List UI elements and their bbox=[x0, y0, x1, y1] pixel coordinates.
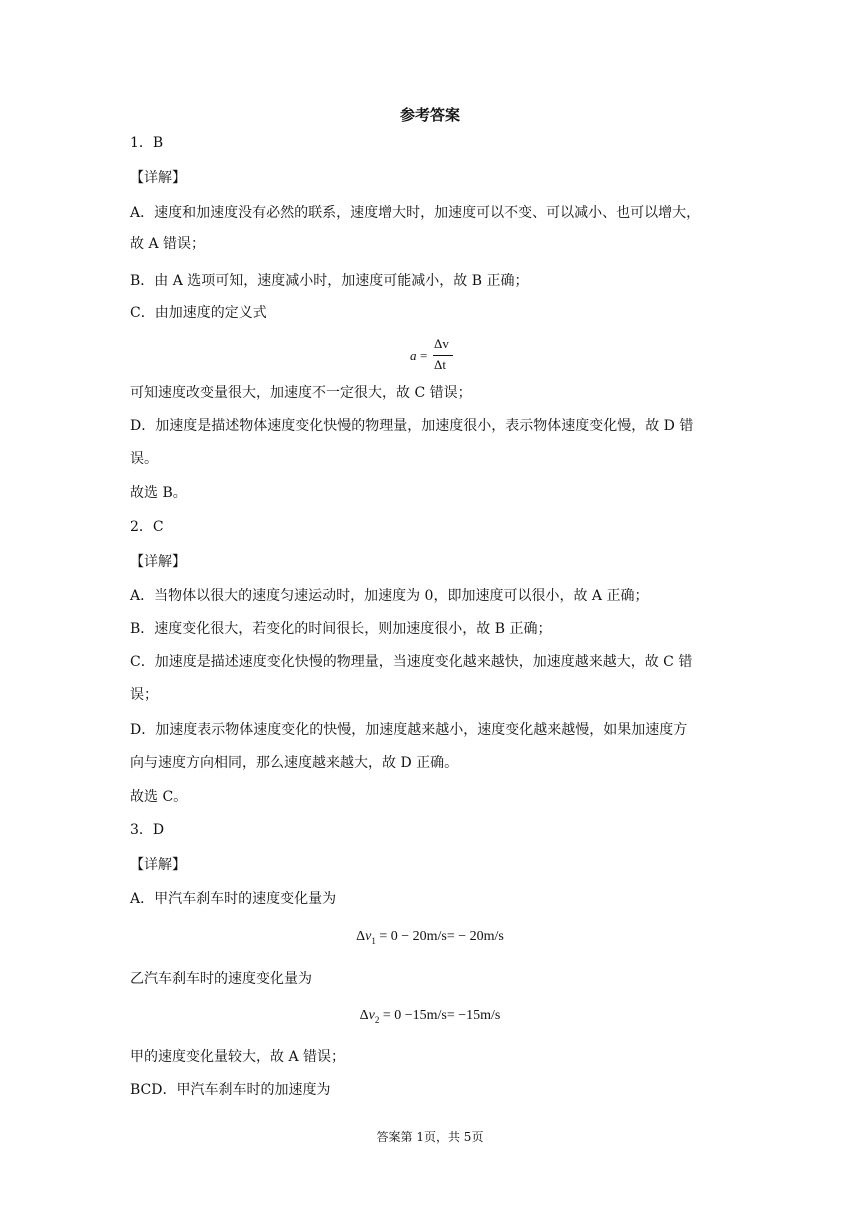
formula-delta: Δ bbox=[359, 1008, 369, 1023]
answer-2-option-a: A．当物体以很大的速度匀速运动时，加速度为 0，即加速度可以很小，故 A 正确； bbox=[130, 588, 649, 604]
answer-3-heading: 3．D bbox=[130, 822, 165, 838]
formula-delta: Δ bbox=[356, 929, 366, 944]
answer-1-option-a-cont: 故 A 错误； bbox=[130, 236, 206, 252]
formula-rest: = 0 − 20m/s= − 20m/s bbox=[375, 929, 504, 944]
answer-3-option-a-second: 乙汽车刹车时的速度变化量为 bbox=[130, 971, 312, 987]
answer-1-option-c: C．由加速度的定义式 bbox=[130, 305, 267, 321]
explanation-heading: 【详解】 bbox=[130, 554, 186, 570]
formula-numerator: Δv bbox=[434, 336, 449, 351]
answer-3-option-bcd: BCD．甲汽车刹车时的加速度为 bbox=[130, 1082, 331, 1098]
answer-1-option-d-cont: 误。 bbox=[130, 451, 158, 467]
answer-2-option-d: D．加速度表示物体速度变化的快慢，加速度越来越小，速度变化越来越慢，如果加速度方 bbox=[130, 722, 688, 738]
answer-2-option-b: B．速度变化很大，若变化的时间很长，则加速度很小，故 B 正确； bbox=[130, 621, 552, 637]
formula-sub: 2 bbox=[374, 1014, 380, 1025]
answer-1-option-d: D．加速度是描述物体速度变化快慢的物理量，加速度很小，表示物体速度变化慢，故 D 错 bbox=[130, 418, 694, 434]
answer-1-choice: 故选 B。 bbox=[130, 485, 187, 501]
answer-1-option-a: A．速度和加速度没有必然的联系，速度增大时，加速度可以不变、可以减小、也可以增大， bbox=[130, 205, 701, 221]
explanation-heading: 【详解】 bbox=[130, 170, 186, 186]
explanation-heading: 【详解】 bbox=[130, 857, 186, 873]
acceleration-definition-formula bbox=[410, 336, 470, 376]
answer-1-heading: 1．B bbox=[130, 135, 164, 151]
answer-3-option-a-conclusion: 甲的速度变化量较大，故 A 错误； bbox=[130, 1049, 346, 1065]
formula-equals: = bbox=[420, 348, 428, 363]
page-title: 参考答案 bbox=[399, 106, 460, 124]
page-footer: 答案第 1页，共 5页 bbox=[376, 1130, 484, 1144]
answer-2-option-c-cont: 误； bbox=[130, 687, 158, 703]
answer-1-option-b: B．由 A 选项可知，速度减小时，加速度可能减小，故 B 正确； bbox=[130, 273, 529, 289]
velocity-change-formula-1 bbox=[0, 926, 860, 952]
answer-2-heading: 2．C bbox=[130, 519, 164, 535]
formula-sub: 1 bbox=[371, 935, 376, 946]
answer-2-option-d-cont: 向与速度方向相同，那么速度越来越大，故 D 正确。 bbox=[130, 755, 459, 771]
fraction-bar bbox=[433, 355, 453, 356]
formula-rest: = 0 −15m/s= −15m/s bbox=[379, 1008, 501, 1023]
answer-3-option-a: A．甲汽车刹车时的速度变化量为 bbox=[130, 891, 337, 907]
answer-1-option-c-cont: 可知速度改变量很大，加速度不一定很大，故 C 错误； bbox=[130, 385, 472, 401]
formula-denominator: Δt bbox=[434, 357, 446, 372]
formula-var: v bbox=[368, 1008, 375, 1023]
formula-var: v bbox=[365, 929, 372, 944]
formula-lhs: a bbox=[410, 348, 417, 363]
velocity-change-formula-2 bbox=[0, 1005, 860, 1031]
answer-2-option-c: C．加速度是描述速度变化快慢的物理量，当速度变化越来越快，加速度越来越大，故 C 错 bbox=[130, 654, 693, 670]
answer-2-choice: 故选 C。 bbox=[130, 789, 188, 805]
